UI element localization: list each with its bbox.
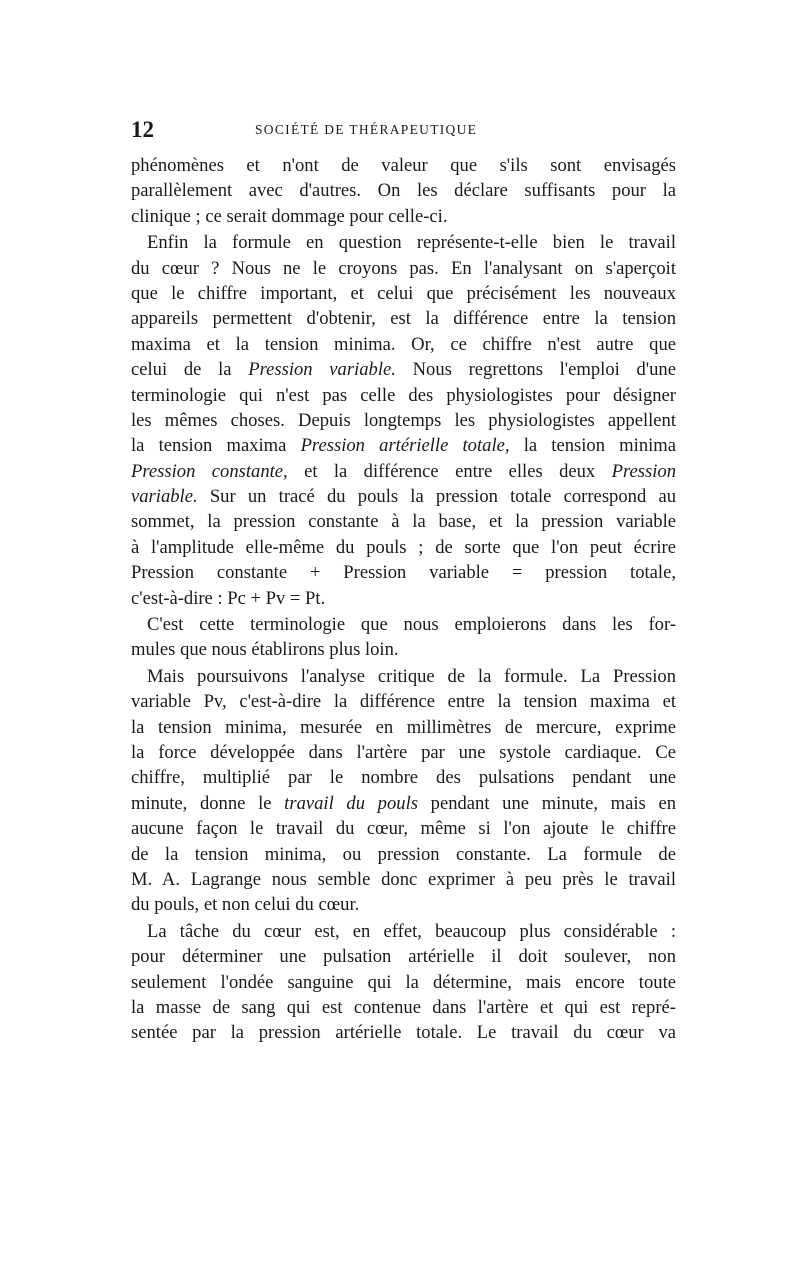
text-line: c'est-à-dire : Pc + Pv = Pt.	[131, 587, 326, 609]
text-line: la masse de sang qui est contenue dans l'artère et qui est repré-	[131, 996, 676, 1018]
text-line: à l'amplitude elle-même du pouls ; de sorte que l'on peut écrire	[131, 536, 676, 558]
text-line: que le chiffre important, et celui que précisément les nouveaux	[131, 282, 676, 304]
running-title: SOCIÉTÉ DE THÉRAPEUTIQUE	[255, 122, 478, 137]
paragraph	[131, 664, 676, 918]
page-number: 12	[131, 117, 154, 142]
text-line: la force développée dans l'artère par une systole cardiaque. Ce	[131, 741, 676, 763]
text-line: de la tension minima, ou pression constante. La formule de	[131, 843, 676, 865]
text-line: M. A. Lagrange nous semble donc exprimer à peu près le travail	[131, 868, 676, 890]
text-line: Enfin la formule en question représente-t-elle bien le travail	[147, 232, 676, 254]
text-line: mules que nous établirons plus loin.	[131, 639, 399, 661]
text-line: appareils permettent d'obtenir, est la différence entre la tension	[131, 308, 676, 330]
text-line: clinique ; ce serait dommage pour celle-ci.	[131, 205, 448, 227]
text-line: pour déterminer une pulsation artérielle il doit soulever, non	[131, 946, 676, 968]
text-line: terminologie qui n'est pas celle des physiologistes pour désigner	[131, 384, 676, 406]
text-line: chiffre, multiplié par le nombre des pulsations pendant une	[131, 767, 676, 789]
text-line: sentée par la pression artérielle totale. Le travail du cœur va	[131, 1022, 676, 1044]
paragraph	[131, 153, 676, 229]
paragraph	[131, 230, 676, 611]
text-line: du pouls, et non celui du cœur.	[131, 894, 360, 916]
text-line: minute, donne le travail du pouls pendant une minute, mais en	[131, 792, 676, 814]
paragraph	[131, 919, 676, 1046]
text-line: La tâche du cœur est, en effet, beaucoup plus considérable :	[147, 920, 676, 942]
text-line: phénomènes et n'ont de valeur que s'ils sont envisagés	[131, 155, 676, 176]
text-line: parallèlement avec d'autres. On les déclare suffisants pour la	[131, 180, 676, 202]
body-text	[131, 153, 676, 1046]
text-line: variable Pv, c'est-à-dire la différence entre la tension maxima et	[131, 691, 676, 713]
text-line: C'est cette terminologie que nous emploierons dans les for-	[147, 614, 676, 636]
text-line: aucune façon le travail du cœur, même si l'on ajoute le chiffre	[131, 818, 676, 840]
page-header	[131, 117, 676, 147]
paragraph	[131, 612, 676, 663]
text-line: Pression constante + Pression variable = pression totale,	[131, 562, 676, 584]
text-line: sommet, la pression constante à la base, et la pression variable	[131, 511, 676, 533]
text-line: maxima et la tension minima. Or, ce chiffre n'est autre que	[131, 333, 676, 355]
book-page	[131, 117, 676, 1046]
text-line: les mêmes choses. Depuis longtemps les physiologistes appellent	[131, 409, 676, 431]
text-line: la tension minima, mesurée en millimètres de mercure, exprime	[131, 716, 676, 738]
text-line: du cœur ? Nous ne le croyons pas. En l'analysant on s'aperçoit	[131, 257, 676, 279]
text-line: Pression constante, et la différence entre elles deux Pression	[131, 460, 676, 482]
text-line: la tension maxima Pression artérielle totale, la tension minima	[131, 435, 676, 457]
text-line: Mais poursuivons l'analyse critique de la formule. La Pression	[147, 665, 676, 687]
text-line: variable. Sur un tracé du pouls la pression totale correspond au	[131, 486, 676, 508]
text-line: seulement l'ondée sanguine qui la détermine, mais encore toute	[131, 971, 676, 993]
text-line: celui de la Pression variable. Nous regrettons l'emploi d'une	[131, 359, 676, 381]
